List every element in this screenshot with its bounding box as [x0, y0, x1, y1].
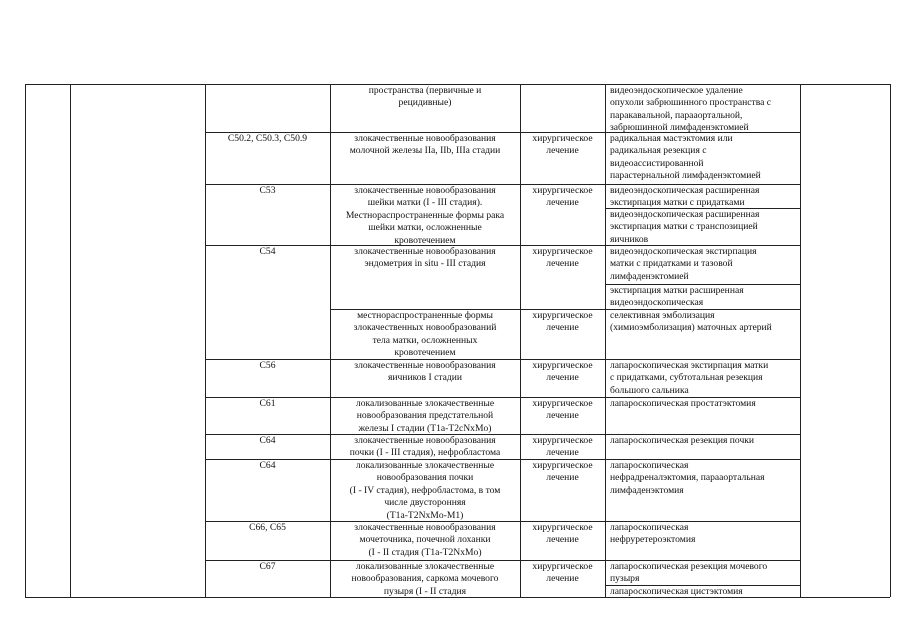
diagnosis-cell: злокачественные новообразования — [354, 360, 496, 371]
treatment-cell: хирургическое — [532, 360, 593, 371]
code-cell: C61 — [259, 398, 276, 409]
method-cell: лапароскопическая цистэктомия — [610, 586, 743, 597]
column-rule — [25, 84, 26, 597]
method-cell: парастернальной лимфаденэктомией — [610, 170, 761, 182]
treatment-cell: хирургическое — [532, 310, 593, 321]
treatment-cell: хирургическое — [532, 246, 593, 257]
method-cell: видеоэндоскопическое удаление — [610, 85, 743, 96]
code-cell: C50.2, C50.3, C50.9 — [227, 133, 308, 144]
diagnosis-cell: рецидивные) — [398, 97, 452, 109]
method-cell: видеоэндоскопическая расширенная — [610, 209, 760, 220]
treatment-cell: хирургическое — [532, 398, 593, 409]
treatment-cell: лечение — [546, 197, 579, 209]
treatment-cell: хирургическое — [532, 133, 593, 144]
diagnosis-cell: пространства (первичные и — [368, 85, 482, 96]
treatment-cell: хирургическое — [532, 460, 593, 471]
treatment-cell: лечение — [546, 145, 579, 157]
method-cell: лапароскопическая простатэктомия — [610, 398, 756, 409]
method-cell: (химиоэмболизация) маточных артерий — [610, 322, 772, 334]
method-cell: опухоли забрюшинного пространства с — [610, 97, 772, 109]
method-cell: селективная эмболизация — [610, 310, 715, 321]
treatment-cell: лечение — [546, 472, 579, 484]
treatment-cell: лечение — [546, 372, 579, 384]
diagnosis-cell: новообразования почки — [376, 472, 474, 484]
diagnosis-cell: местнораспространенные формы — [357, 310, 493, 321]
diagnosis-cell: железы I стадии (T1a-T2cNxMo) — [358, 422, 492, 434]
diagnosis-cell: числе двусторонняя — [384, 497, 466, 509]
diagnosis-cell: яичников I стадии — [387, 372, 463, 384]
method-cell: видеоэндоскопическая экстирпация — [610, 246, 757, 257]
diagnosis-cell: злокачественные новообразования — [354, 133, 496, 144]
treatment-cell: хирургическое — [532, 435, 593, 446]
method-cell: лапароскопическая — [610, 522, 689, 533]
method-cell: экстирпация матки с придатками — [610, 197, 745, 209]
method-cell: лапароскопическая экстирпация матки — [610, 360, 769, 371]
diagnosis-cell: локализованные злокачественные — [355, 561, 495, 572]
diagnosis-cell: тела матки, осложненных — [372, 334, 478, 346]
method-cell: забрюшинной лимфаденэктомией — [610, 122, 749, 134]
diagnosis-cell: кровотечением — [394, 347, 456, 359]
diagnosis-cell: (T1a-T2NxMo-M1) — [386, 509, 464, 521]
method-cell: пузыря — [610, 573, 640, 585]
column-rule — [890, 84, 891, 597]
diagnosis-cell: злокачественные новообразования — [354, 185, 496, 196]
diagnosis-cell: молочной железы IIa, IIb, IIIa стадии — [349, 145, 501, 157]
method-cell: экстирпация матки с транспозицией — [610, 221, 758, 233]
method-cell: большого сальника — [610, 384, 689, 396]
diagnosis-cell: мочеточника, почечной лоханки — [359, 534, 491, 546]
diagnosis-cell: кровотечением — [394, 234, 456, 246]
method-cell: лапароскопическая резекция мочевого — [610, 561, 768, 572]
diagnosis-cell: пузыря (I - II стадия — [383, 585, 467, 597]
diagnosis-cell: новообразования, саркома мочевого — [351, 573, 499, 585]
method-cell: яичников — [610, 233, 649, 245]
code-cell: C56 — [259, 360, 276, 371]
method-cell: радикальная мастэктомия или — [610, 133, 733, 144]
method-cell: лимфаденэктомией — [610, 270, 689, 282]
column-rule — [800, 84, 801, 597]
method-cell: радикальная резекция с — [610, 145, 707, 157]
diagnosis-cell: почки (I - III стадия), нефробластома — [349, 447, 501, 459]
method-cell: лапароскопическая — [610, 460, 689, 471]
method-cell: видеоассистированной — [610, 157, 704, 169]
diagnosis-cell: злокачественные новообразования — [354, 522, 496, 533]
column-rule — [70, 84, 71, 597]
treatment-cell: хирургическое — [532, 522, 593, 533]
code-cell: C67 — [259, 561, 276, 572]
method-cell: нефруретероэктомия — [610, 534, 696, 546]
method-cell: видеоэндоскопическая расширенная — [610, 185, 760, 196]
diagnosis-cell: локализованные злокачественные — [355, 398, 495, 409]
diagnosis-cell: злокачественные новообразования — [354, 246, 496, 257]
treatment-cell: лечение — [546, 573, 579, 585]
method-cell: нефрадреналэктомия, парааортальная — [610, 472, 765, 484]
code-cell: C64 — [259, 460, 276, 471]
code-cell: C54 — [259, 246, 276, 257]
method-cell: лимфаденэктомия — [610, 484, 684, 496]
diagnosis-cell: новообразования предстательной — [356, 410, 494, 422]
method-cell: с придатками, субтотальная резекция — [610, 372, 763, 384]
treatment-cell: хирургическое — [532, 561, 593, 572]
diagnosis-cell: Местнораспространенные формы рака — [345, 209, 505, 221]
treatment-cell: лечение — [546, 322, 579, 334]
diagnosis-cell: локализованные злокачественные — [355, 460, 495, 471]
code-cell: C64 — [259, 435, 276, 446]
diagnosis-cell: злокачественные новообразования — [354, 435, 496, 446]
method-cell: паракавальной, парааортальной, — [610, 109, 743, 121]
diagnosis-cell: эндометрия in situ - III стадия — [364, 258, 486, 270]
method-cell: лапароскопическая резекция почки — [610, 435, 755, 446]
treatment-cell: хирургическое — [532, 185, 593, 196]
treatment-cell: лечение — [546, 258, 579, 270]
diagnosis-cell: (I - II стадия (T1a-T2NxMo) — [368, 546, 482, 558]
code-cell: C53 — [259, 185, 276, 196]
treatment-cell: лечение — [546, 410, 579, 422]
method-cell: матки с придатками и тазовой — [610, 258, 733, 270]
method-cell: экстирпация матки расширенная — [610, 285, 744, 296]
treatment-cell: лечение — [546, 534, 579, 546]
treatment-cell: лечение — [546, 447, 579, 459]
diagnosis-cell: шейки матки, осложненные — [368, 222, 482, 234]
diagnosis-cell: злокачественных новообразований — [353, 322, 497, 334]
code-cell: C66, C65 — [249, 522, 286, 533]
diagnosis-cell: шейки матки (I - III стадия). — [367, 197, 483, 209]
method-cell: видеоэндоскопическая — [610, 297, 704, 309]
diagnosis-cell: (I - IV стадия), нефробластома, в том — [349, 484, 501, 496]
